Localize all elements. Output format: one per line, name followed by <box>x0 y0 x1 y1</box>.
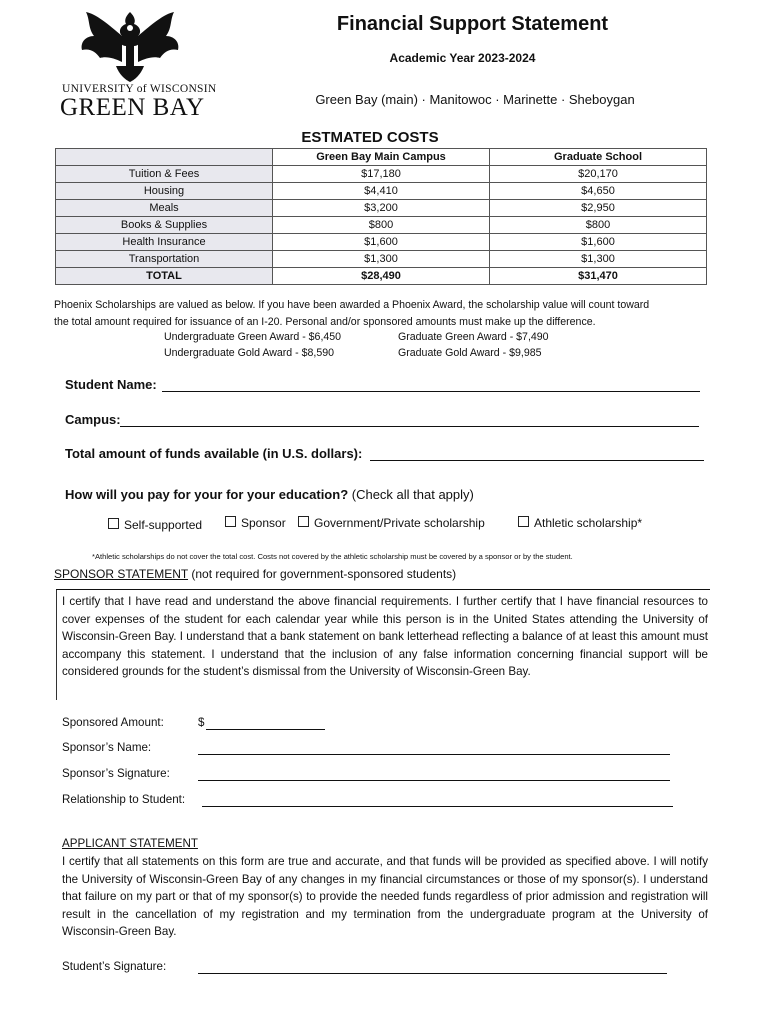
grad-gold-award: Graduate Gold Award - $9,985 <box>398 347 542 359</box>
relationship-label: Relationship to Student: <box>62 793 186 806</box>
payment-question <box>65 487 474 502</box>
row-main-value: $17,180 <box>273 166 490 183</box>
table-row <box>56 251 707 268</box>
total-funds-field[interactable] <box>370 460 704 461</box>
applicant-statement: I certify that all statements on this form are true and accurate, and that funds will be provided as specified above. I will notify the University of Wisconsin-Green Bay of any changes in my financial circumstances or those of my sponsor(s). I understand that failure on my part or that of my sponsor(s) to provide the needed funds regardless of prior admission and registration will result in the cancellation of my registration and my termination from the undergraduate program at the University of Wisconsin-Green Bay. <box>62 855 708 938</box>
row-main-value: $3,200 <box>273 200 490 217</box>
sponsor-name-label: Sponsor’s Name: <box>62 741 152 754</box>
row-grad-value: $1,300 <box>490 251 707 268</box>
checkbox-icon <box>298 516 309 527</box>
checkbox-label: Self-supported <box>124 518 203 532</box>
divider <box>56 589 710 590</box>
academic-year: Academic Year 2023-2024 <box>389 51 536 65</box>
grad-green-award: Graduate Green Award - $7,490 <box>398 331 549 343</box>
student-signature-label: Student’s Signature: <box>62 960 167 973</box>
sponsor-subheading: (not required for government-sponsored students) <box>188 567 457 581</box>
student-name-field[interactable] <box>162 391 700 392</box>
row-grad-value: $1,600 <box>490 234 707 251</box>
relationship-field[interactable] <box>202 806 673 807</box>
sponsor-heading-line <box>54 567 456 581</box>
table-row <box>56 166 707 183</box>
row-grad-value: $800 <box>490 217 707 234</box>
divider-vertical <box>56 590 57 700</box>
student-name-label: Student Name: <box>65 377 157 392</box>
checkbox-icon <box>518 516 529 527</box>
table-header-row <box>56 149 707 166</box>
table-row <box>56 234 707 251</box>
row-grad-value: $4,650 <box>490 183 707 200</box>
currency-prefix: $ <box>198 716 205 729</box>
checkbox-label: Government/Private scholarship <box>314 516 485 530</box>
table-row <box>56 200 707 217</box>
page-title: Financial Support Statement <box>336 13 609 35</box>
logo-line-2: GREEN BAY <box>60 94 205 121</box>
row-main-value: $4,410 <box>273 183 490 200</box>
row-grad-value: $2,950 <box>490 200 707 217</box>
sponsor-heading: SPONSOR STATEMENT <box>54 567 189 581</box>
total-label: TOTAL <box>56 268 273 285</box>
ug-gold-award: Undergraduate Gold Award - $8,590 <box>164 347 335 359</box>
sponsor-statement: I certify that I have read and understand the above financial requirements. I further certify that I have financial resources to cover expenses of the student for each calendar year while this person is in the United States attending the University of Wisconsin-Green Bay. I understand that a bank statement on bank letterhead reflecting a balance of at least this amount must accompany this statement. I understand that the inclusion of any false information concerning financial support will be considered grounds for the student’s dismissal from the University of Wisconsin-Green Bay. <box>62 595 708 678</box>
sponsored-amount-label: Sponsored Amount: <box>62 716 164 729</box>
scholarship-line-1: Phoenix Scholarships are valued as below. If you have been awarded a Phoenix Award, the scholarship value will count toward <box>54 299 650 311</box>
applicant-heading: APPLICANT STATEMENT <box>62 837 198 850</box>
row-label: Health Insurance <box>56 234 273 251</box>
checkbox-icon <box>225 516 236 527</box>
header-cell-empty <box>56 149 273 166</box>
scholarship-info <box>54 297 714 331</box>
table-row <box>56 217 707 234</box>
checkbox-label: Athletic scholarship* <box>534 516 643 530</box>
row-label: Tuition & Fees <box>56 166 273 183</box>
row-label: Transportation <box>56 251 273 268</box>
campus-field[interactable] <box>120 426 699 427</box>
payment-question-hint: (Check all that apply) <box>348 487 474 502</box>
payment-question-text: How will you pay for your for your education? <box>65 487 349 502</box>
sponsor-signature-label: Sponsor’s Signature: <box>62 767 170 780</box>
sponsor-name-field[interactable] <box>198 754 670 755</box>
athletic-note: *Athletic scholarships do not cover the total cost. Costs not covered by the athletic scholarship must be covered by a sponsor or by the student. <box>92 552 573 561</box>
row-label: Meals <box>56 200 273 217</box>
header-cell-main: Green Bay Main Campus <box>273 149 490 166</box>
table-row <box>56 183 707 200</box>
row-main-value: $800 <box>273 217 490 234</box>
checkbox-government-scholarship[interactable] <box>298 516 485 530</box>
row-main-value: $1,300 <box>273 251 490 268</box>
sponsored-amount-field[interactable] <box>206 729 325 730</box>
checkbox-label: Sponsor <box>241 516 286 530</box>
total-funds-label: Total amount of funds available (in U.S. dollars): <box>65 446 363 461</box>
logo-line-1: UNIVERSITY of WISCONSIN <box>62 83 217 95</box>
costs-heading: ESTMATED COSTS <box>301 129 439 146</box>
row-grad-value: $20,170 <box>490 166 707 183</box>
row-label: Housing <box>56 183 273 200</box>
total-grad-value: $31,470 <box>490 268 707 285</box>
phoenix-icon <box>60 6 200 86</box>
campus-label: Campus: <box>65 412 121 427</box>
checkbox-sponsor[interactable] <box>225 516 286 530</box>
row-label: Books & Supplies <box>56 217 273 234</box>
costs-table <box>55 148 707 285</box>
student-signature-field[interactable] <box>198 973 667 974</box>
checkbox-athletic-scholarship[interactable] <box>518 516 642 530</box>
table-total-row <box>56 268 707 285</box>
checkbox-self-supported[interactable] <box>108 518 202 532</box>
header-cell-grad: Graduate School <box>490 149 707 166</box>
checkbox-icon <box>108 518 119 529</box>
total-main-value: $28,490 <box>273 268 490 285</box>
campus-list: Green Bay (main) · Manitowoc · Marinette · Sheboygan <box>315 92 635 107</box>
ug-green-award: Undergraduate Green Award - $6,450 <box>164 331 342 343</box>
sponsor-signature-field[interactable] <box>198 780 670 781</box>
row-main-value: $1,600 <box>273 234 490 251</box>
scholarship-line-2: the total amount required for issuance of an I-20. Personal and/or sponsored amounts must make up the difference. <box>54 316 596 328</box>
